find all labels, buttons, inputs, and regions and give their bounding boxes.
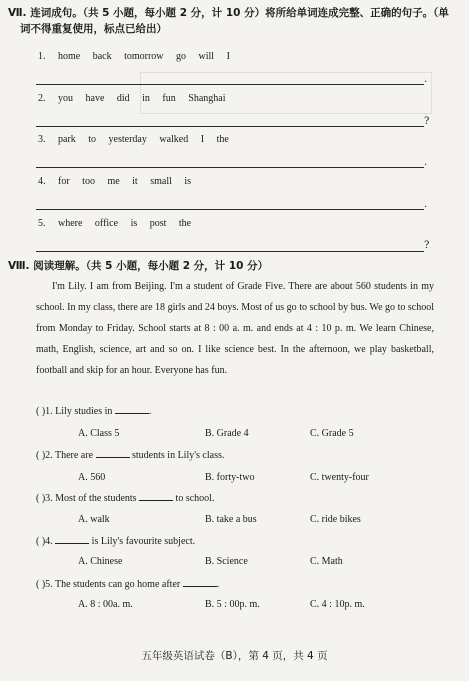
- answer-blank[interactable]: [55, 534, 89, 544]
- answer-line-2: [36, 126, 424, 127]
- q2-option-c: C. twenty-four: [310, 472, 369, 483]
- q5-option-a: A. 8 : 00a. m.: [78, 599, 133, 610]
- q1-option-a: A. Class 5: [78, 428, 120, 439]
- question-1: ( )1. Lily studies in .: [36, 406, 152, 417]
- reading-passage: I'm Lily. I am from Beijing. I'm a student of Grade Five. There are about 560 students in my school. In my class, there are 18 girls and 24 boys. Most of us go to school by bus. We go to school from Monday to Friday. School starts at 8 : 00 a. m. and ends at 4 : 10 p. m. We learn Chinese, math, English, science, art and so on. I like science best. In the afternoon, we play basketball, football and skip for an hour. Everyone has fun.: [36, 281, 434, 376]
- answer-blank[interactable]: [115, 404, 149, 414]
- q4-option-c: C. Math: [310, 556, 343, 567]
- s7-item-1: 1. home back tomorrow go will I: [38, 51, 230, 62]
- q2-option-a: A. 560: [78, 472, 106, 483]
- s7-end-1: .: [424, 74, 428, 85]
- q2-option-b: B. forty-two: [205, 472, 255, 483]
- answer-line-3: [36, 167, 424, 168]
- answer-line-1: [36, 84, 424, 85]
- q3-option-b: B. take a bus: [205, 514, 257, 525]
- question-5: ( )5. The students can go home after .: [36, 579, 220, 590]
- s7-end-4: .: [424, 199, 428, 210]
- answer-blank[interactable]: [139, 491, 173, 501]
- q3-option-a: A. walk: [78, 514, 110, 525]
- answer-blank[interactable]: [183, 577, 217, 587]
- question-4: ( )4. is Lily's favourite subject.: [36, 536, 196, 547]
- section7-title-cont: 词不得重复使用，标点已给出）: [20, 23, 167, 35]
- s7-item-4: 4. for too me it small is: [38, 176, 192, 187]
- q1-option-c: C. Grade 5: [310, 428, 354, 439]
- s7-item-3: 3. park to yesterday walked I the: [38, 134, 229, 145]
- answer-line-4: [36, 209, 424, 210]
- s7-end-5: ?: [424, 240, 430, 251]
- s7-end-2: ?: [424, 116, 430, 127]
- section7-title: Ⅶ. 连词成句。（共 5 小题，每小题 2 分，计 10 分）将所给单词连成完整、正确的句子。（单: [8, 7, 449, 19]
- q4-option-b: B. Science: [205, 556, 248, 567]
- s7-item-5: 5. where office is post the: [38, 218, 192, 229]
- question-3: ( )3. Most of the students to school.: [36, 493, 215, 504]
- s7-item-2: 2. you have did in fun Shanghai: [38, 93, 226, 104]
- q1-option-b: B. Grade 4: [205, 428, 249, 439]
- answer-blank[interactable]: [96, 448, 130, 458]
- q5-option-c: C. 4 : 10p. m.: [310, 599, 365, 610]
- page-footer: 五年级英语试卷（B），第 4 页，共 4 页: [141, 650, 328, 662]
- q5-option-b: B. 5 : 00p. m.: [205, 599, 260, 610]
- answer-line-5: [36, 251, 424, 252]
- s7-end-3: .: [424, 157, 428, 168]
- question-2: ( )2. There are students in Lily's class.: [36, 450, 225, 461]
- q3-option-c: C. ride bikes: [310, 514, 361, 525]
- q4-option-a: A. Chinese: [78, 556, 123, 567]
- section8-title: Ⅷ. 阅读理解。（共 5 小题，每小题 2 分，计 10 分）: [8, 260, 269, 272]
